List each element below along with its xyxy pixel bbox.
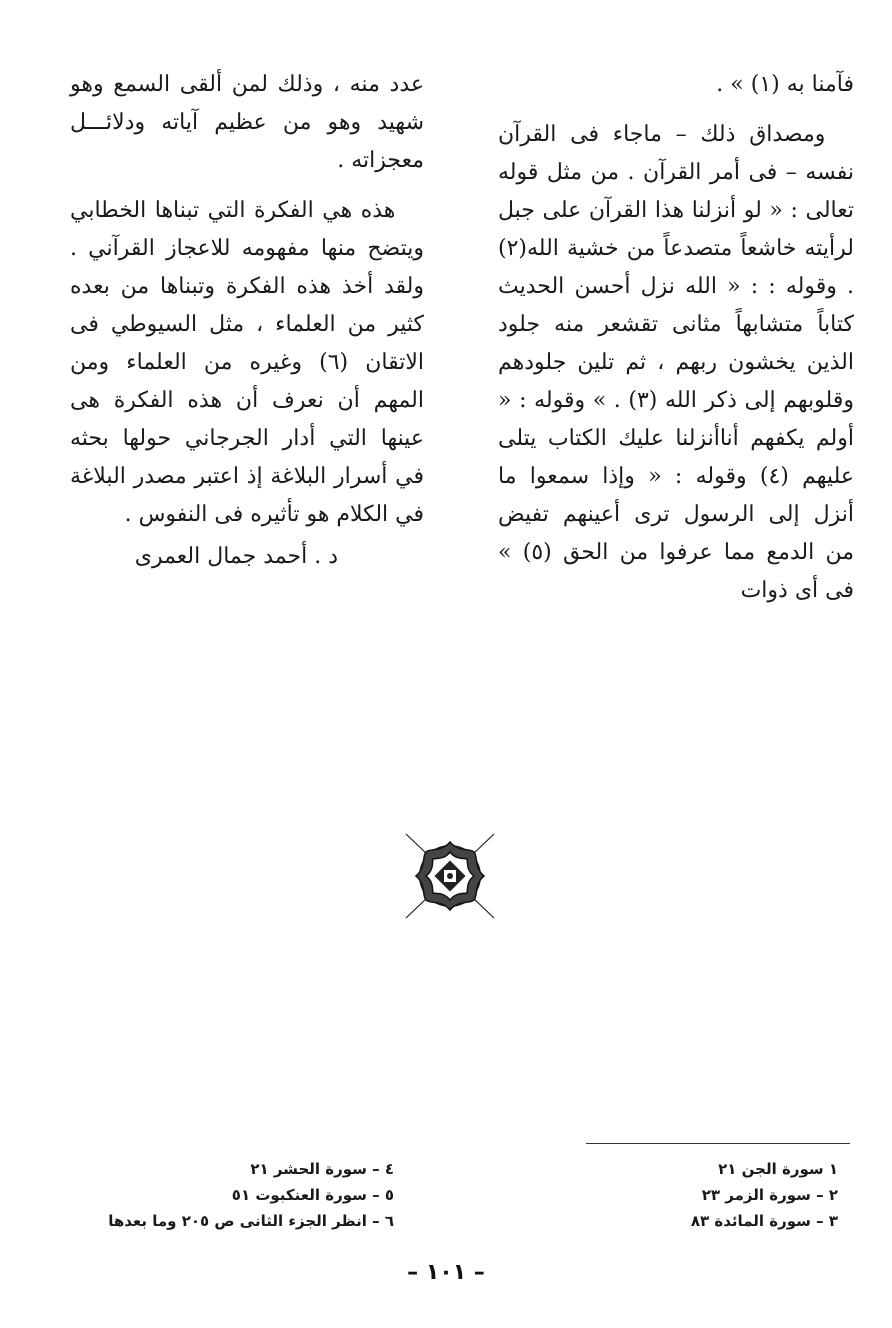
- paragraph: فآمنا به (١) » .: [716, 72, 854, 97]
- footnote-divider: [586, 1143, 850, 1144]
- footnote: ١ سورة الجن ٢١: [718, 1160, 838, 1178]
- author-signature: د . أحمد جمال العمرى: [134, 544, 338, 569]
- footnote: ٢ – سورة الزمر ٢٣: [701, 1186, 838, 1204]
- paragraph: ومصداق ذلك – ماجاء فى القرآن نفسه – فى أمر القرآن . من مثل قوله تعالى : « لو أنزلنا هذا القرآن على جبل لرأيته خاشعاً متصدعاً من خشية الله(٢) . وقوله : : « الله نزل أحسن الحديث كتاباً متشابهاً مثانى تقشعر منه جلود الذين يخشون ربهم ، ثم تلين جلودهم وقلوبهم إلى ذكر الله (٣) . » وقوله : « أولم يكفهم أناأنزلنا عليك الكتاب يتلى عليهم (٤) وقوله : « وإذا سمعوا ما أنزل إلى الرسول ترى أعينهم تفيض من الدمع مما عرفوا من الحق (٥) » فى أى ذوات: [498, 122, 854, 603]
- footnote: ٣ – سورة المائدة ٨٣: [690, 1212, 838, 1230]
- page-number: – ١٠١ –: [407, 1260, 485, 1285]
- footnote: ٤ – سورة الحشر ٢١: [250, 1160, 394, 1178]
- paragraph: هذه هي الفكرة التي تبناها الخطابي ويتضح منها مفهومه للاعجاز القرآني . ولقد أخذ هذه الفكرة وتبناها من بعده كثير من العلماء ، مثل السيوطي فى الاتقان (٦) وغيره من العلماء ومن المهم أن نعرف أن هذه الفكرة هى عينها التي أدار الجرجاني حولها بحثه في أسرار البلاغة إذ اعتبر مصدر البلاغة في الكلام هو تأثيره فى النفوس .: [70, 198, 424, 527]
- footnote: ٦ – انظر الجزء الثانى ص ٢٠٥ وما بعدها: [108, 1212, 394, 1230]
- paragraph: عدد منه ، وذلك لمن ألقى السمع وهو شهيد وهو من عظيم آياته ودلائـــل معجزاته .: [70, 72, 424, 173]
- arabesque-ornament-icon: [402, 828, 498, 924]
- right-text-column: [498, 66, 854, 610]
- footnote: ٥ – سورة العنكبوت ٥١: [231, 1186, 394, 1204]
- left-text-column: [70, 66, 424, 576]
- footnotes-right: [520, 1156, 838, 1234]
- footnotes-left: [40, 1156, 394, 1234]
